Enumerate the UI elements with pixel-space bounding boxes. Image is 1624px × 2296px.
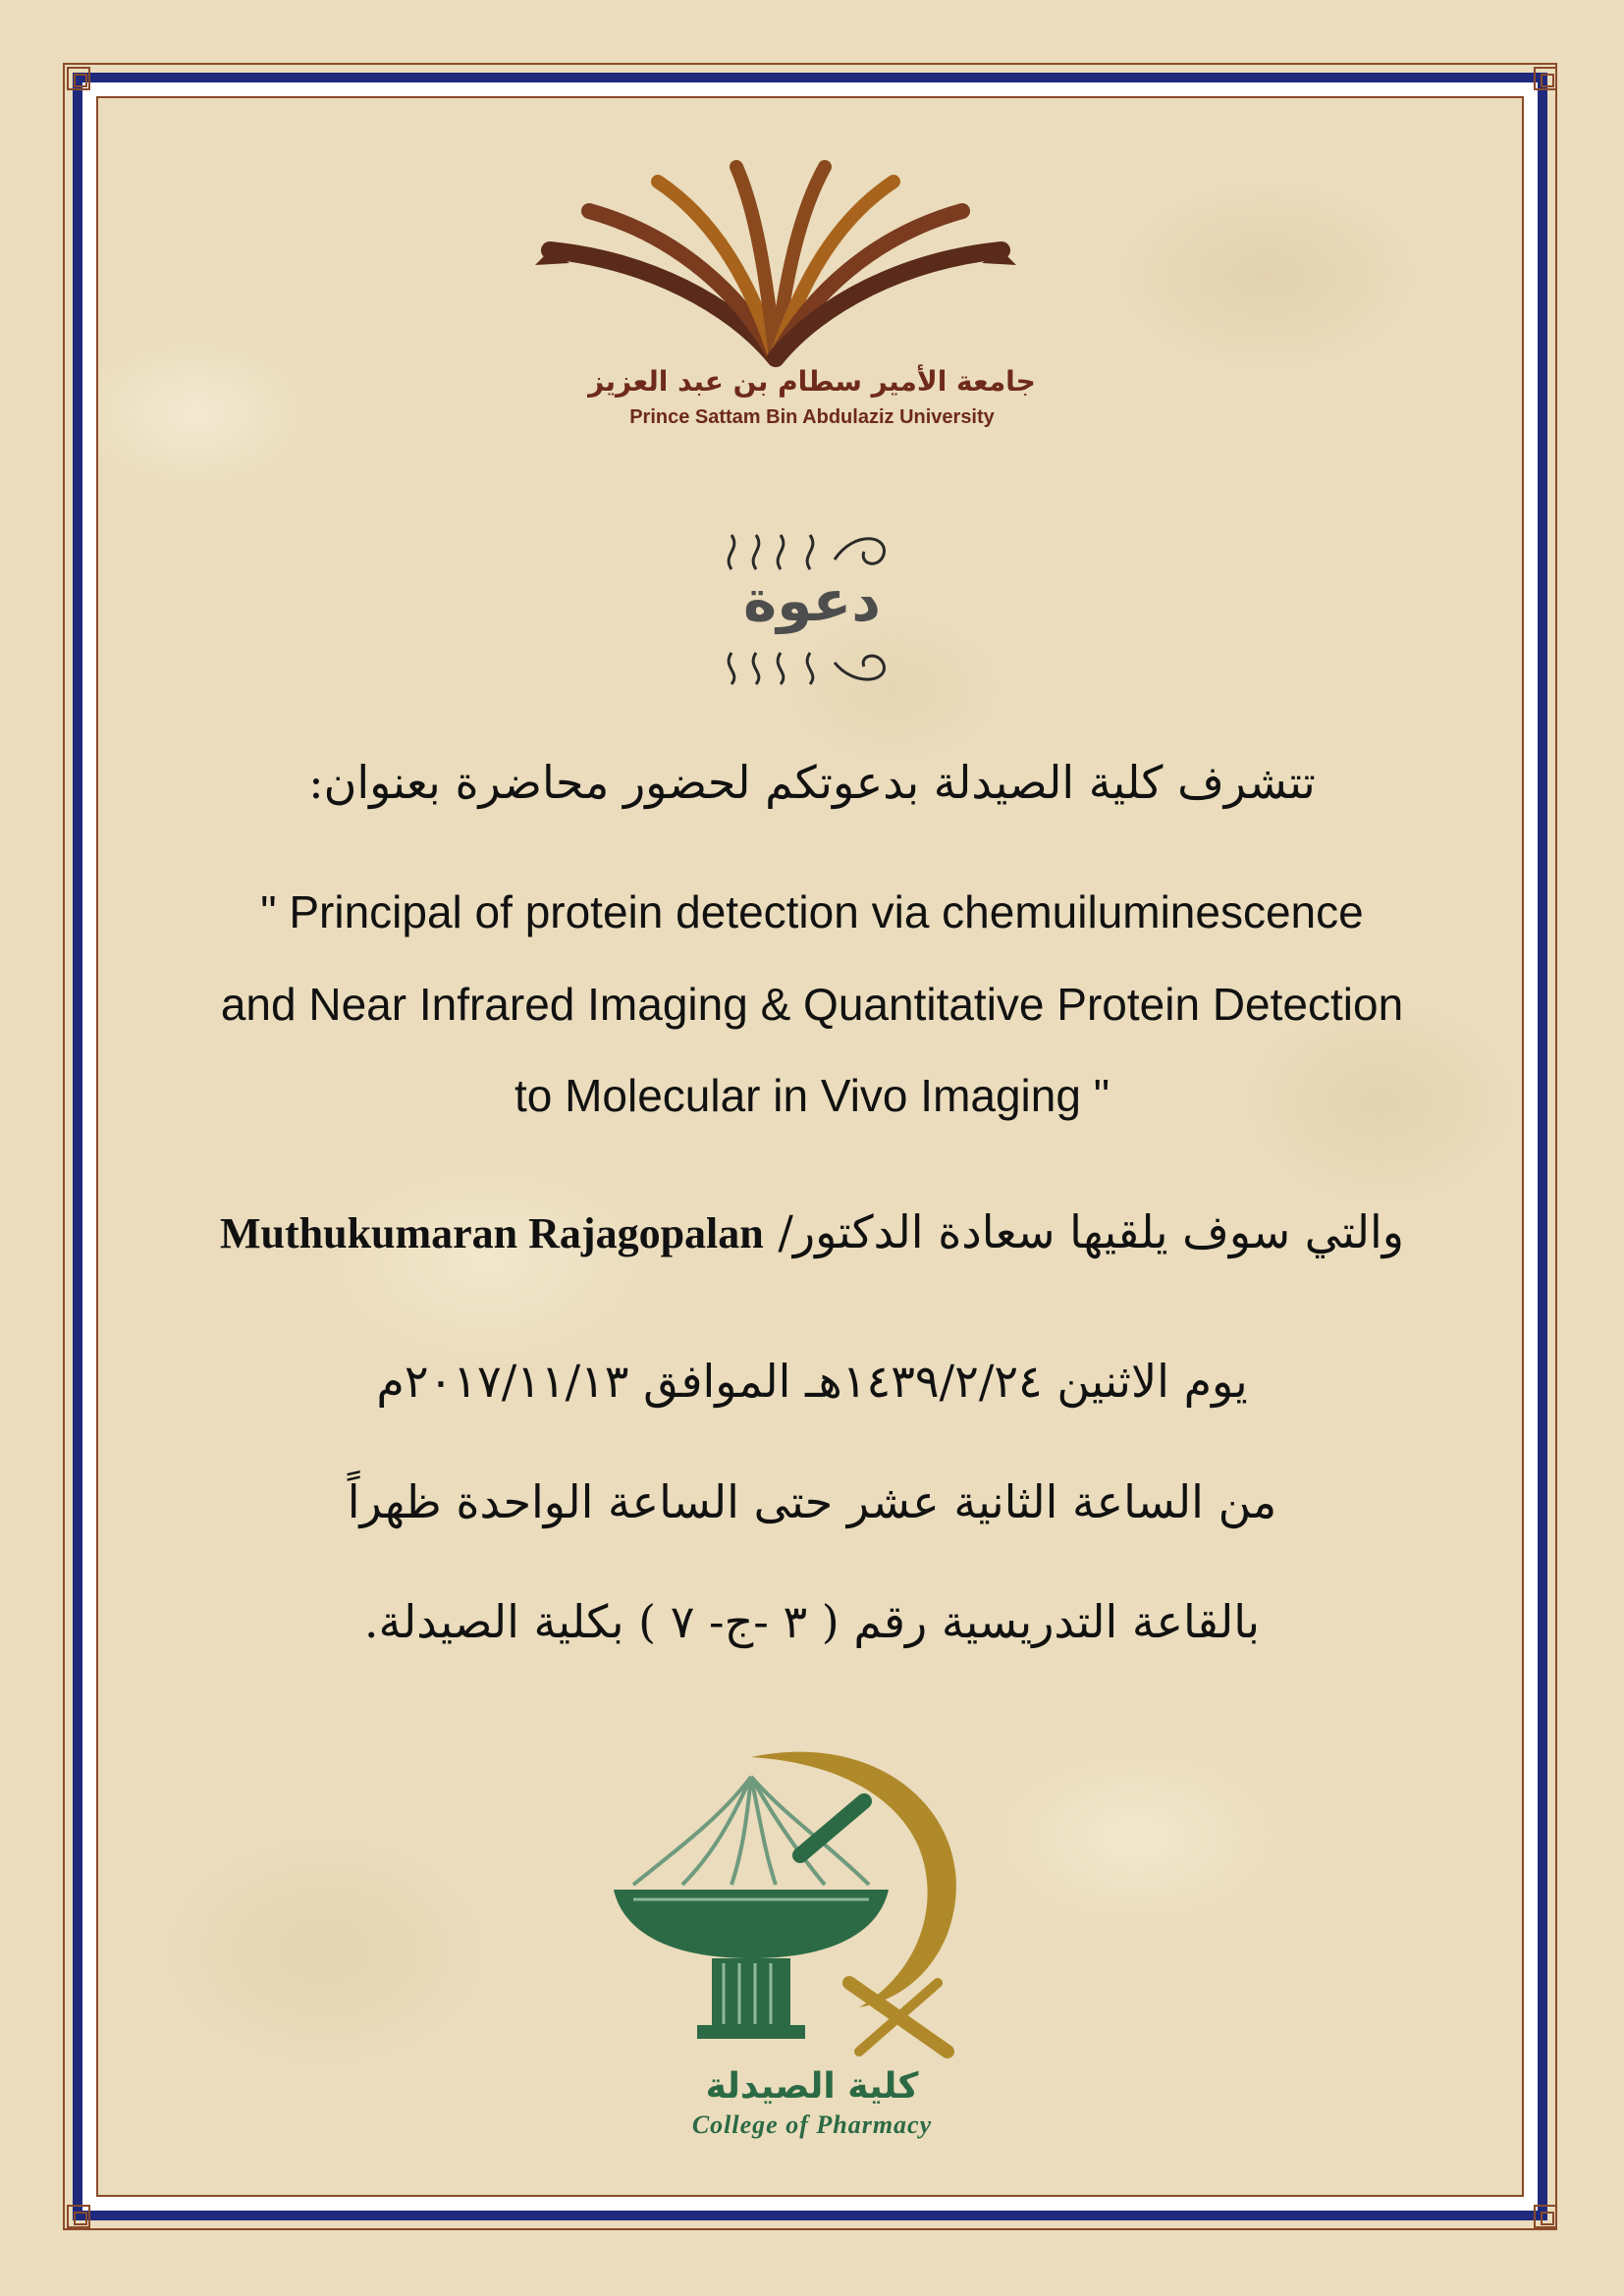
corner-ornament-top-right [1534, 67, 1557, 90]
date-line: يوم الاثنين ١٤٣٩/٢/٢٤هـ الموافق ٢٠١٧/١١/١٣م [376, 1355, 1248, 1408]
pharmacy-logo-icon [604, 1737, 997, 2061]
bottom-ornament-icon [717, 643, 903, 690]
invitation-intro: تتشرف كلية الصيدلة بدعوتكم لحضور محاضرة بعنوان: [308, 756, 1316, 809]
corner-ornament-bottom-left [67, 2205, 90, 2228]
time-line: من الساعة الثانية عشر حتى الساعة الواحدة ظهراً [347, 1475, 1277, 1528]
lecture-title-line-1: " Principal of protein detection via chemuiluminescence [260, 886, 1364, 937]
corner-ornament-bottom-right [1534, 2205, 1557, 2228]
college-name-english: College of Pharmacy [691, 2110, 933, 2139]
university-logo-icon [530, 157, 1021, 368]
speaker-intro: والتي سوف يلقيها سعادة الدكتور/ [778, 1205, 1405, 1258]
university-name-arabic: جامعة الأمير سطام بن عبد العزيز [588, 365, 1036, 398]
venue-line: بالقاعة التدريسية رقم ( ٣ -ج- ٧ ) بكلية الصيدلة. [363, 1595, 1261, 1648]
corner-ornament-top-left [67, 67, 90, 90]
lecture-title-line-2: and Near Infrared Imaging & Quantitative Protein Detection [220, 979, 1404, 1030]
university-name-english: Prince Sattam Bin Abdulaziz University [629, 406, 995, 428]
speaker-line [0, 1205, 1624, 1258]
college-name-arabic: كلية الصيدلة [705, 2066, 919, 2107]
speaker-name: Muthukumaran Rajagopalan [219, 1209, 764, 1257]
invitation-title: دعوة [743, 567, 881, 634]
lecture-title-line-3: to Molecular in Vivo Imaging " [514, 1070, 1110, 1121]
